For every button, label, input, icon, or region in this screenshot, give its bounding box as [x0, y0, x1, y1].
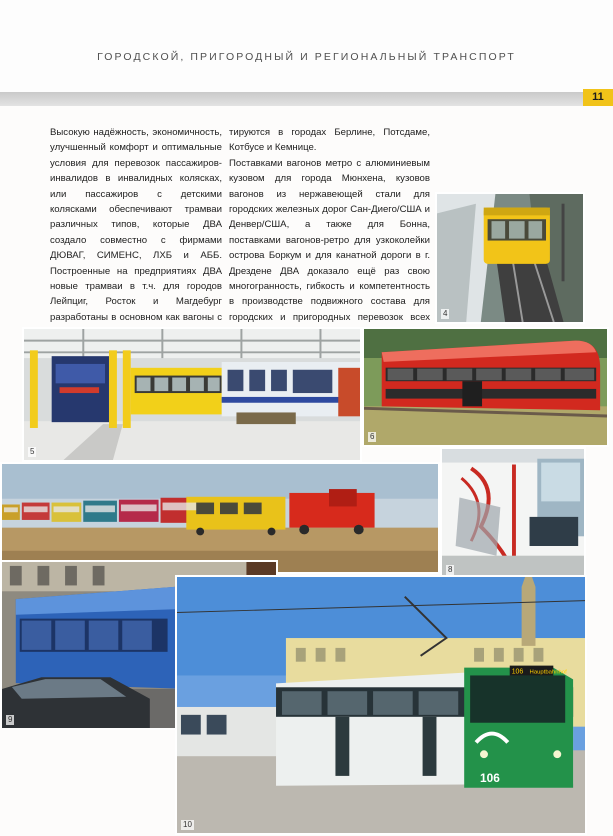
photo-green-tram: [175, 575, 587, 835]
photo-number: 9: [8, 715, 13, 724]
green-tram-image: [177, 577, 585, 833]
section-title: ГОРОДСКОЙ, ПРИГОРОДНЫЙ И РЕГИОНАЛЬНЫЙ ТРАНСПОРТ: [97, 51, 516, 63]
photo-funicular: [435, 192, 585, 324]
tram-number: 106: [480, 770, 500, 785]
interior-image: [442, 449, 584, 578]
page-header: [0, 0, 613, 96]
route-sign: 106: [511, 668, 524, 676]
photo-narrow-gauge-train: [0, 462, 440, 574]
photo-depot: [22, 327, 362, 462]
paragraph: Высокую надёжность, экономичность, улучшенный комфорт и оптимальные условия для перевозок пассажиров-инвалидов в инвалидных колясках, или пассажиров с детскими колясками обеспечивают трамваи различных типов, которые ДВА создало совместно с фирмами ДЮВАГ, СИМЕНС, ЛХБ и АББ. Построенные на предприятиях ДВА новые трамваи в т.ч. для городов Лейпциг, Росток и Магдебург разработаны в основном как вагоны с: [50, 127, 222, 323]
photo-double-deck-car: [362, 327, 609, 447]
photo-number: 6: [370, 432, 375, 441]
photo-number: 4: [443, 309, 448, 318]
photo-number: 10: [183, 820, 192, 829]
page-number: 11: [583, 89, 613, 106]
header-band: [0, 92, 583, 106]
depot-image: [24, 329, 360, 460]
train-image: [2, 464, 438, 572]
funicular-image: [437, 194, 583, 322]
photo-interior: [440, 447, 586, 580]
paragraph: тируются в городах Берлине, Потсдаме, Котбусе и Кемнице.: [229, 127, 430, 154]
paragraph: Поставками вагонов метро с алюминиевым кузовом для города Мюнхена, кузовов вагонов из нержавеющей стали для городских железных дорог Сан-Диего/США и Денвер/США, а также для Бонна, поставками вагонов-ретро для узкоколейки острова Боркум и для канатной дороги в г. Дрездене ДВА доказало ещё раз свою многогранность, гибкость и компетентность в производстве подвижного состава для городских и пригородных перевозок всех: [229, 157, 430, 323]
destination-sign: Hauptbahnhof: [529, 669, 567, 676]
double-deck-image: [364, 329, 607, 445]
photo-number: 5: [30, 447, 35, 456]
text-column-2: [229, 125, 430, 341]
photo-number: 8: [448, 565, 453, 574]
